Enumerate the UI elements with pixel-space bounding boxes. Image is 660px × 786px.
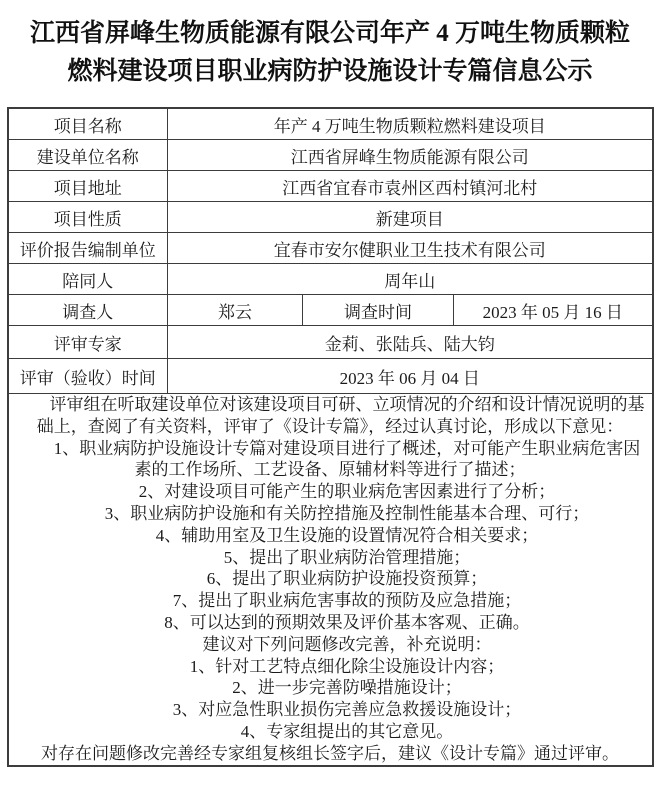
investigator-value: 郑云 [168,295,303,326]
opinion-line: 3、对应急性职业损伤完善应急救援设施设计； [172,700,522,720]
nature-value: 新建项目 [168,202,653,233]
row-report-org [8,233,653,264]
report-org-label: 评价报告编制单位 [8,233,168,264]
row-investigator [8,295,653,326]
address-label: 项目地址 [8,171,168,202]
address-value: 江西省宜春市袁州区西村镇河北村 [168,171,653,202]
info-table [7,107,654,767]
opinion-line: 3、职业病防护设施和有关防控措施及控制性能基本合理、可行； [104,503,590,523]
opinion-line: 对存在问题修改完善经专家组复核组长签字后，建议《设计专篇》通过评审。 [41,743,619,763]
opinion-line: 4、专家组提出的其它意见。 [240,721,454,741]
row-review-time [8,359,653,394]
companion-label: 陪同人 [8,264,168,295]
survey-time-label: 调查时间 [303,295,454,326]
experts-value: 金莉、张陆兵、陆大钧 [168,326,653,359]
project-name-label: 项目名称 [8,108,168,140]
experts-label: 评审专家 [8,326,168,359]
review-time-value: 2023 年 06 月 04 日 [168,359,653,394]
opinion-line: 础上，查阅了有关资料，评审了《设计专篇》，经过认真讨论，形成以下意见： [36,416,624,436]
opinion-line: 评审组在听取建设单位对该建设项目可研、立项情况的介绍和设计情况说明的基 [49,395,645,414]
opinion-line: 2、进一步完善防噪措施设计； [232,678,462,698]
row-builder [8,140,653,171]
opinion-line: 4、辅助用室及卫生设施的设置情况符合相关要求； [155,525,539,545]
opinion-line: 7、提出了职业病危害事故的预防及应急措施； [172,591,522,611]
page-title [0,0,660,91]
row-nature [8,202,653,233]
opinion-line: 5、提出了职业病防治管理措施； [223,547,471,567]
page-title-line-2: 燃料建设项目职业病防护设施设计专篇信息公示 [67,58,593,85]
row-opinion [8,394,653,766]
row-experts [8,326,653,359]
review-time-label: 评审（验收）时间 [8,359,168,394]
investigator-label: 调查人 [8,295,168,326]
row-project-name [8,108,653,140]
row-address [8,171,653,202]
opinion-line: 8、可以达到的预期效果及评价基本客观、正确。 [164,612,530,632]
opinion-line: 2、对建设项目可能产生的职业病危害因素进行了分析； [138,482,556,502]
row-companion [8,264,653,295]
nature-label: 项目性质 [8,202,168,233]
opinion-line: 6、提出了职业病防护设施投资预算； [206,569,488,589]
companion-value: 周年山 [168,264,653,295]
opinion-line: 建议对下列问题修改完善，补充说明： [202,634,492,654]
opinion-line: 素的工作场所、工艺设备、原辅材料等进行了描述； [134,460,526,480]
project-name-value: 年产 4 万吨生物质颗粒燃料建设项目 [168,108,653,140]
page-title-line-1: 江西省屏峰生物质能源有限公司年产 4 万吨生物质颗粒 [29,20,630,47]
survey-time-value: 2023 年 05 月 16 日 [454,295,653,326]
builder-label: 建设单位名称 [8,140,168,171]
opinion-line: 1、职业病防护设施设计专篇对建设项目进行了概述，对可能产生职业病危害因 [53,438,641,458]
report-org-value: 宜春市安尔健职业卫生技术有限公司 [168,233,653,264]
opinion-line: 1、针对工艺特点细化除尘设施设计内容； [189,656,505,676]
builder-value: 江西省屏峰生物质能源有限公司 [168,140,653,171]
opinion-cell [8,394,653,766]
